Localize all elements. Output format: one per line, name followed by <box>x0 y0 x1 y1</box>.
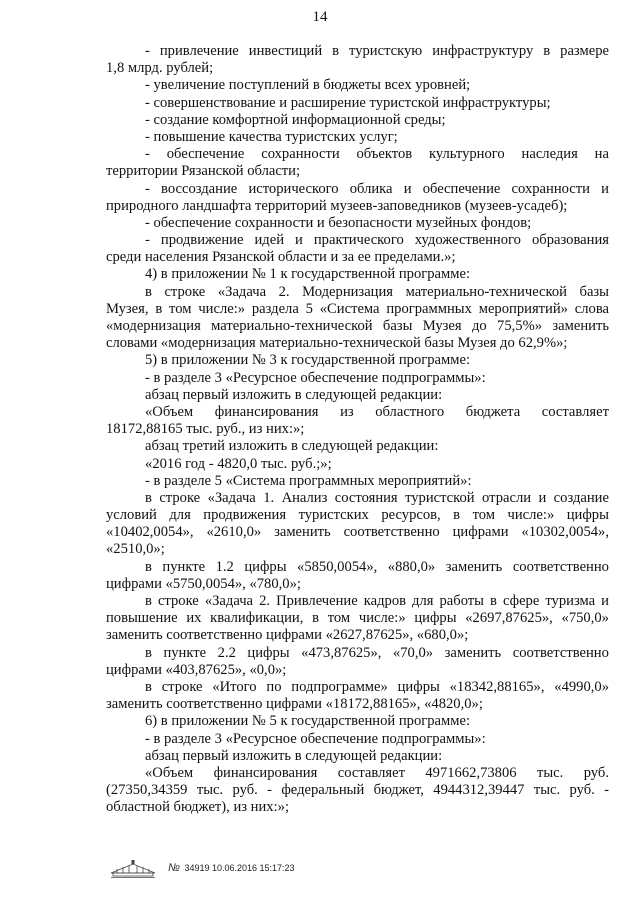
text-line <box>106 232 609 249</box>
word: мероприятий» <box>478 300 568 317</box>
word: туристскую <box>349 43 423 59</box>
word: материально-технической <box>211 318 373 334</box>
text-line: абзац первый изложить в следующей редакции: <box>145 386 443 403</box>
word: по <box>266 678 282 695</box>
text-line: - в разделе 5 «Система программных мероприятий»: <box>145 472 472 489</box>
word: тыс. <box>536 764 564 781</box>
text-line: заменить соответственно цифрами «18172,88165», «4820,0»; <box>106 696 483 713</box>
word: и <box>601 593 609 609</box>
word: продвижения <box>203 507 287 524</box>
word: «Объем <box>145 764 194 781</box>
word: цифры <box>247 644 290 661</box>
word: - <box>145 146 150 163</box>
text-line: - в разделе 3 «Ресурсное обеспечение подпрограммы»: <box>145 730 486 747</box>
word: создание <box>553 489 609 506</box>
word: соответственно <box>343 524 440 541</box>
word: 4971662,73806 <box>425 764 517 781</box>
word: «10402,0054», <box>106 524 194 541</box>
word: областного <box>375 403 445 420</box>
text-line <box>106 679 609 696</box>
word: продвижение <box>160 232 244 249</box>
word: финансирования <box>213 764 318 781</box>
word: подпрограмме» <box>291 678 388 695</box>
word: и <box>403 180 412 197</box>
word: и <box>538 489 547 506</box>
word: базы <box>579 283 609 300</box>
word: «880,0» <box>387 558 436 575</box>
text-line <box>106 301 609 318</box>
word: туристских <box>298 507 369 524</box>
page-number: 14 <box>312 9 328 25</box>
word: образования <box>531 232 609 249</box>
word: воссоздание <box>161 180 238 197</box>
text-line <box>106 593 609 610</box>
word: 2. <box>278 283 290 300</box>
word: в <box>145 644 152 661</box>
text-line <box>106 43 609 60</box>
text-line: абзац третий изложить в следующей редакции: <box>145 438 439 455</box>
word: числе:» <box>358 610 406 627</box>
word: строке <box>164 283 206 300</box>
word: «Итого <box>212 678 257 695</box>
word: для <box>169 507 191 524</box>
word: отрасли <box>482 489 532 506</box>
word: том <box>327 610 351 627</box>
word: федеральный <box>281 782 365 799</box>
word: цифры <box>566 507 609 524</box>
word: работы <box>439 593 484 609</box>
word: цифрами <box>452 524 509 541</box>
word: «Задача <box>217 283 267 300</box>
word: размере <box>560 43 609 59</box>
registration-stamp <box>168 862 295 874</box>
word: «18342,88165», <box>449 678 545 695</box>
text-line <box>106 318 609 335</box>
word: из <box>340 403 354 420</box>
word: кадров <box>363 593 407 609</box>
word: числе:» <box>507 507 555 524</box>
text-line: - повышение качества туристских услуг; <box>145 128 398 145</box>
text-line <box>106 610 609 627</box>
text-line: заменить соответственно цифрами «2627,87625», «680,0»; <box>106 627 469 644</box>
word: в <box>453 507 461 524</box>
text-line <box>106 181 609 198</box>
word: инвестиций <box>248 43 323 59</box>
text-line: территории Рязанской области; <box>106 163 301 180</box>
word: (27350,34359 <box>106 782 188 799</box>
word: в <box>490 593 497 609</box>
footer <box>108 858 295 878</box>
word: том <box>169 300 192 317</box>
word: и <box>295 232 303 249</box>
word: инфраструктуру <box>432 43 534 59</box>
word: пункте <box>162 558 206 575</box>
word: тыс. <box>533 782 561 799</box>
word: программных <box>386 300 472 317</box>
word: «10302,0054», <box>521 524 609 541</box>
text-line: областной бюджет), из них:»; <box>106 799 289 816</box>
word: слова <box>574 300 609 317</box>
text-line: цифрами «5750,0054», «780,0»; <box>106 575 301 592</box>
word: Музея, <box>106 300 149 317</box>
word: 2.2 <box>217 644 236 661</box>
text-line: 18172,88165 тыс. руб., из них:»; <box>106 421 305 438</box>
word: соответственно <box>512 558 609 575</box>
document-text <box>106 43 609 816</box>
word: состояния <box>334 489 398 506</box>
word: числе:» <box>198 300 246 317</box>
word: строке <box>159 489 201 506</box>
word: до <box>471 318 487 334</box>
word: руб. <box>232 782 258 799</box>
word: «473,87625», <box>301 644 382 661</box>
word: художественного <box>414 232 521 249</box>
word: исторического <box>248 180 339 197</box>
word: объектов <box>356 146 413 163</box>
text-line <box>106 284 609 301</box>
word: Привлечение <box>276 593 358 609</box>
word: наследия <box>521 146 578 163</box>
text-line <box>106 524 609 541</box>
word: в <box>145 283 152 300</box>
word: цифры <box>414 610 457 627</box>
text-line: - в разделе 3 «Ресурсное обеспечение подпрограммы»: <box>145 369 486 386</box>
word: финансирования <box>214 403 319 420</box>
word: руб. <box>583 764 609 781</box>
word: «2697,87625», <box>465 610 553 627</box>
word: 5 <box>305 300 313 317</box>
word: «Объем <box>145 403 194 420</box>
text-line <box>106 490 609 507</box>
word: базы <box>382 318 413 334</box>
word: сфере <box>502 593 540 609</box>
word: том <box>472 507 496 524</box>
word: «4990,0» <box>554 678 609 695</box>
text-line: 1,8 млрд. рублей; <box>106 60 214 77</box>
word: «модернизация <box>106 318 201 334</box>
word: - <box>145 180 150 197</box>
word: для <box>412 593 434 609</box>
word: «Задача <box>207 489 256 506</box>
word: заменить <box>444 644 502 661</box>
word: культурного <box>428 146 505 163</box>
word: «5850,0054», <box>297 558 378 575</box>
word: в <box>145 678 152 695</box>
word: «Система <box>319 300 380 317</box>
word: составляет <box>337 764 405 781</box>
text-line <box>106 146 609 163</box>
text-line: «2016 год - 4820,0 тыс. руб.;»; <box>145 455 332 472</box>
word: 4944312,39447 <box>433 782 525 799</box>
word: в <box>312 610 319 627</box>
text-line <box>106 645 609 662</box>
word: в <box>332 43 340 59</box>
word: - <box>145 232 150 249</box>
text-line: 4) в приложении № 1 к государственной программе: <box>145 266 471 283</box>
word: сохранности <box>261 146 340 163</box>
text-line: - обеспечение сохранности и безопасности музейных фондов; <box>145 214 532 231</box>
text-line: цифрами «403,87625», «0,0»; <box>106 661 287 678</box>
word: 1.2 <box>215 558 234 575</box>
building-emblem-icon <box>108 858 158 878</box>
text-line: словами «модернизация материально-технической базы Музея до 62,9%»; <box>106 335 568 352</box>
word: цифры <box>244 558 287 575</box>
word: 1. <box>263 489 275 506</box>
word: сохранности <box>511 180 590 197</box>
word: «Задача <box>204 593 254 609</box>
word: заменить <box>274 524 331 541</box>
word: в <box>145 558 152 575</box>
number-sign: № <box>168 862 180 874</box>
text-line <box>106 507 609 524</box>
text-line: 5) в приложении № 3 к государственной программе: <box>145 352 471 369</box>
word: ресурсов, <box>381 507 441 524</box>
text-line: - создание комфортной информационной среды; <box>145 111 446 128</box>
word: заменить <box>445 558 503 575</box>
word: цифры <box>397 678 440 695</box>
text-line: среди населения Рязанской области и за ее пределами.»; <box>106 249 456 266</box>
word: их <box>186 610 202 627</box>
text-line: абзац первый изложить в следующей редакции: <box>145 747 443 764</box>
word: «750,0» <box>561 610 609 627</box>
stamp-text: 34919 10.06.2016 15:17:23 <box>184 863 295 873</box>
word: привлечение <box>159 43 239 59</box>
word: раздела <box>251 300 299 317</box>
word: 2. <box>259 593 271 609</box>
word: пункте <box>163 644 207 661</box>
text-line: - увеличение поступлений в бюджеты всех уровней; <box>145 77 471 94</box>
word: квалификации, <box>210 610 304 627</box>
word: идей <box>254 232 285 249</box>
text-line <box>106 559 609 576</box>
text-line: природного ландшафта территорий музеев-заповедников (музеев-усадеб); <box>106 197 568 214</box>
text-line: 6) в приложении № 5 к государственной программе: <box>145 713 471 730</box>
word: туризма <box>545 593 596 609</box>
word: бюджета <box>465 403 521 420</box>
word: составляет <box>541 403 609 420</box>
word: - <box>604 782 609 799</box>
word: Анализ <box>281 489 328 506</box>
word: 75,5%» <box>497 318 543 334</box>
word: на <box>594 146 609 163</box>
word: и <box>601 180 609 197</box>
word: Модернизация <box>302 283 394 300</box>
word: обеспечение <box>422 180 501 197</box>
word: в <box>145 593 152 609</box>
word: материально-технической <box>405 283 567 300</box>
text-line: «2510,0»; <box>106 541 165 558</box>
text-line <box>106 404 609 421</box>
word: повышение <box>106 610 178 627</box>
word: - <box>267 782 272 799</box>
word: «70,0» <box>392 644 434 661</box>
text-line <box>106 782 609 799</box>
word: в <box>543 43 551 59</box>
word: соответственно <box>512 644 609 661</box>
word: условий <box>106 507 157 524</box>
word: строке <box>161 678 203 695</box>
word: «2610,0» <box>206 524 262 541</box>
word: тыс. <box>196 782 224 799</box>
word: облика <box>349 180 393 197</box>
text-line: - совершенствование и расширение туристской инфраструктуры; <box>145 94 551 111</box>
text-line <box>106 765 609 782</box>
word: обеспечение <box>166 146 245 163</box>
word: в <box>155 300 163 317</box>
word: практического <box>313 232 404 249</box>
word: Музея <box>422 318 462 334</box>
word: строке <box>157 593 199 609</box>
word: заменить <box>552 318 609 334</box>
word: - <box>145 43 150 59</box>
word: руб. <box>569 782 595 799</box>
word: в <box>145 489 152 506</box>
word: бюджет, <box>373 782 424 799</box>
word: туристской <box>405 489 475 506</box>
